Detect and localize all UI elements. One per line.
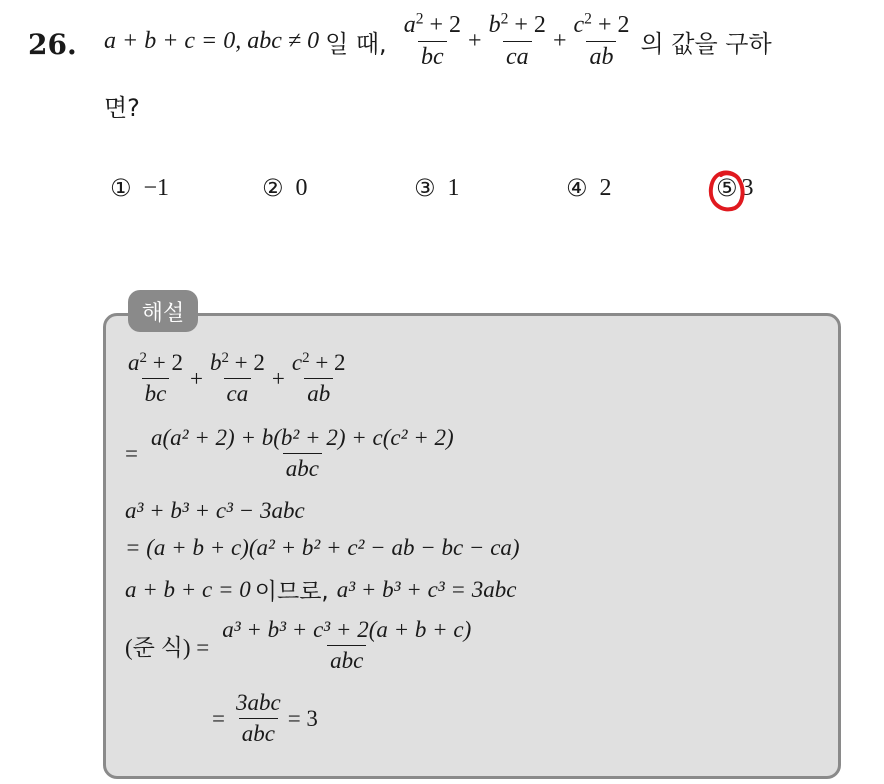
answer-circle-icon	[707, 168, 745, 214]
choice-value-3: 1	[447, 174, 460, 201]
question-fraction-3: $\frac{c^2 + 2}{ab}$	[573, 10, 630, 70]
choice-mark-4: ④	[566, 174, 588, 202]
choice-2[interactable]	[262, 174, 308, 202]
solution-step-4: = (a + b + c)(a² + b² + c² − ab − bc − ca)	[125, 535, 520, 560]
choice-value-5: 3	[741, 174, 754, 201]
solution-step-6-fraction: $\frac{\text{a³ + b³ + c³ + 2(a + b + c)}}{\text{abc}}$	[222, 617, 472, 673]
solution-step-2-fraction: $\frac{\text{a(a² + 2) + b(b² + 2) + c(c² + 2)}}{\text{abc}}$	[150, 425, 454, 481]
choice-value-1: −1	[143, 174, 170, 201]
plus-sign: +	[189, 365, 203, 391]
choice-value-4: 2	[599, 174, 612, 201]
equals-sign: =	[125, 440, 138, 466]
solution-step-7-fraction: $\frac{\text{3abc}}{\text{abc}}$	[235, 690, 281, 746]
solution-step-7	[212, 690, 318, 747]
solution-step-6-label: (준 식) =	[125, 635, 210, 660]
solution-fraction-3: $\frac{c^2 + 2}{ab}$	[291, 349, 346, 406]
equals-sign: =	[212, 705, 225, 731]
solution-fraction-1: $\frac{a^2 + 2}{bc}$	[128, 349, 183, 406]
question-tail: 의 값을 구하	[640, 30, 772, 58]
solution-step-1	[125, 350, 353, 407]
question-tail-2: 면?	[104, 94, 140, 122]
choice-value-2: 0	[295, 174, 308, 201]
choice-mark-2: ②	[262, 174, 284, 202]
solution-result: = 3	[287, 705, 318, 731]
question-condition-suffix: 일 때,	[325, 30, 387, 58]
question-condition: a + b + c = 0, abc ≠ 0	[104, 28, 320, 54]
choice-1[interactable]	[110, 174, 169, 202]
question-fraction-2: $\frac{b^2 + 2}{ca}$	[488, 10, 546, 70]
question-line	[104, 12, 772, 71]
choice-3[interactable]	[414, 174, 460, 202]
question-fraction-1: $\frac{a^2 + 2}{bc}$	[403, 10, 462, 70]
plus-sign: +	[468, 28, 482, 54]
choice-4[interactable]	[566, 174, 612, 202]
solution-tab: 해설	[128, 290, 198, 332]
solution-step-6	[125, 617, 478, 674]
choice-mark-5: ⑤	[716, 174, 738, 202]
solution-step-3: a³ + b³ + c³ − 3abc	[125, 498, 305, 523]
solution-step-2	[125, 425, 461, 482]
plus-sign: +	[552, 28, 567, 54]
solution-step-5: a + b + c = 0 이므로, a³ + b³ + c³ = 3abc	[125, 576, 517, 605]
solution-fraction-2: $\frac{b^2 + 2}{ca}$	[209, 349, 265, 406]
plus-sign: +	[271, 365, 285, 391]
question-number: 26.	[28, 28, 77, 61]
choice-mark-1: ①	[110, 174, 132, 202]
choice-mark-3: ③	[414, 174, 436, 202]
